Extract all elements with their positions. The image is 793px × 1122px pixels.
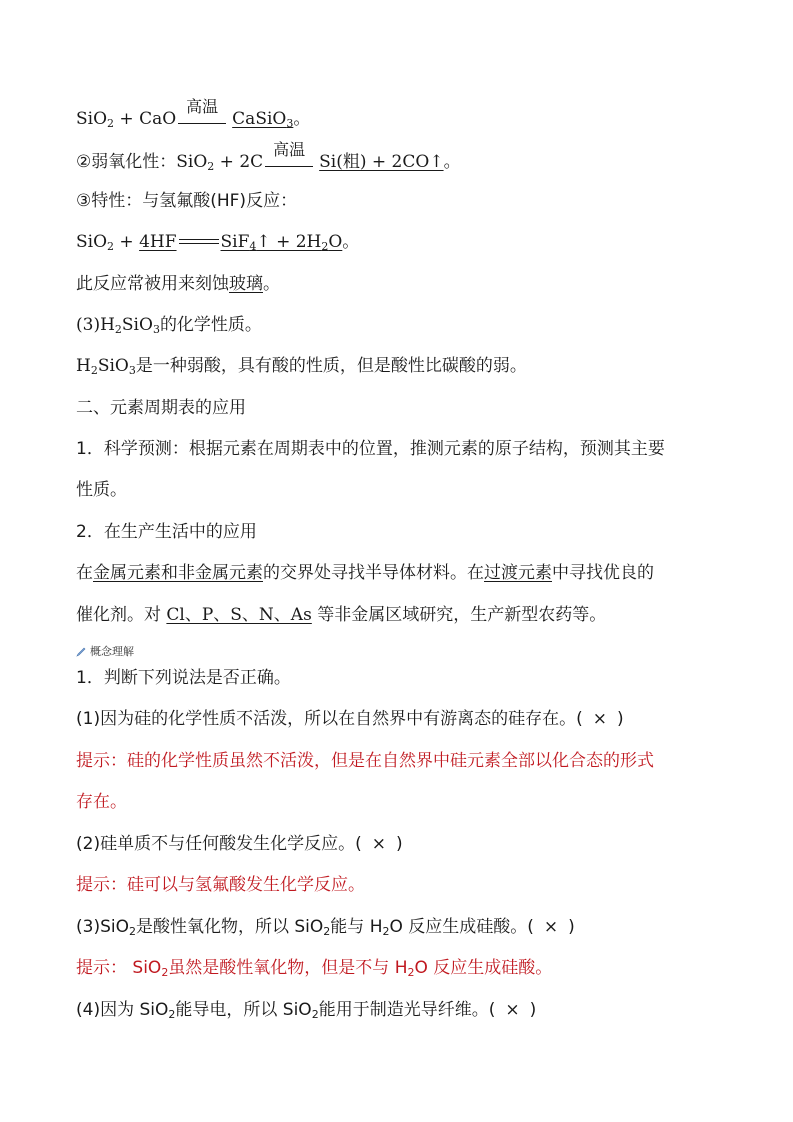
hint-1-line2: 存在。 bbox=[76, 792, 127, 812]
equation-hf bbox=[76, 231, 359, 253]
question-4: (4)因为 SiO$_2$能导电，所以 SiO$_2$能用于制造光导纤维。( × ) bbox=[76, 1000, 537, 1021]
formula-text: SiO bbox=[76, 232, 108, 252]
hint-1-line1: 提示：硅的化学性质虽然不活泼，但是在自然界中硅元素全部以化合态的形式 bbox=[76, 751, 654, 771]
hint-3: 提示： SiO$_2$虽然是酸性氧化物，但是不与 $H_2O$ 反应生成硅酸。 bbox=[76, 958, 553, 979]
underlined-reagent: 4HF bbox=[139, 232, 177, 252]
h2sio3-heading: $(3)H_2SiO_3$的化学性质。 bbox=[76, 315, 262, 336]
question-3: (3)SiO$_2$是酸性氧化物，所以 SiO$_2$能与 $H_2O$ 反应生成硅酸。( × ) bbox=[76, 917, 575, 938]
underlined-product: SiF$_4$↑ + $2H_2O$ bbox=[220, 232, 343, 253]
condition-label: 高温 bbox=[186, 97, 219, 116]
underlined-term: 金属元素和非金属元素 bbox=[93, 563, 263, 583]
item2-heading: 2．在生产生活中的应用 bbox=[76, 522, 257, 542]
double-equals bbox=[179, 239, 219, 247]
reaction-condition bbox=[265, 140, 313, 167]
answer-mark: × bbox=[371, 834, 386, 854]
period: 。 bbox=[342, 232, 360, 252]
application-line2: 催化剂。对 Cl、P、S、N、As 等非金属区域研究，生产新型农药等。 bbox=[76, 605, 607, 625]
period: 。 bbox=[443, 152, 461, 172]
h2sio3-description: $H_2SiO_3$是一种弱酸，具有酸的性质，但是酸性比碳酸的弱。 bbox=[76, 356, 527, 377]
subscript: 2 bbox=[107, 117, 115, 130]
equation-bar bbox=[265, 166, 313, 167]
formula-text: + bbox=[114, 232, 140, 252]
formula-text: SiO bbox=[176, 152, 208, 172]
underlined-term: 过渡元素 bbox=[484, 563, 552, 583]
question-intro: 1．判断下列说法是否正确。 bbox=[76, 668, 291, 688]
answer-mark: × bbox=[592, 709, 607, 729]
equation-bar bbox=[178, 123, 226, 124]
subscript: 2 bbox=[107, 240, 115, 253]
item1-line2: 性质。 bbox=[76, 480, 127, 500]
section-heading: 二、元素周期表的应用 bbox=[76, 398, 246, 418]
underlined-term: Cl、P、S、N、As bbox=[166, 605, 312, 625]
underlined-term: 玻璃 bbox=[229, 274, 263, 294]
answer-mark: × bbox=[543, 917, 559, 937]
question-2: (2)硅单质不与任何酸发生化学反应。( × ) bbox=[76, 834, 403, 854]
application-line1: 在金属元素和非金属元素的交界处寻找半导体材料。在过渡元素中寻找优良的 bbox=[76, 563, 654, 583]
concept-badge: 概念理解 bbox=[76, 641, 134, 663]
special-property-heading: ③特性：与氢氟酸(HF)反应： bbox=[76, 191, 298, 211]
subscript: 2 bbox=[207, 160, 215, 173]
underlined-product: CaSiO$_3$ bbox=[232, 109, 294, 130]
formula-text: + CaO bbox=[114, 109, 177, 129]
formula-text: SiO bbox=[76, 109, 108, 129]
etching-note: 此反应常被用来刻蚀玻璃。 bbox=[76, 274, 280, 294]
property-label: ②弱氧化性： bbox=[76, 152, 177, 172]
condition-label: 高温 bbox=[273, 140, 306, 159]
period: 。 bbox=[293, 109, 311, 129]
formula-text: + 2C bbox=[214, 152, 264, 172]
reaction-condition bbox=[178, 97, 226, 124]
hint-2: 提示：硅可以与氢氟酸发生化学反应。 bbox=[76, 875, 365, 895]
underlined-product: Si(粗) + 2CO↑ bbox=[319, 152, 444, 172]
equation-sio2-cao bbox=[76, 97, 311, 130]
question-1: (1)因为硅的化学性质不活泼，所以在自然界中有游离态的硅存在。( × ) bbox=[76, 709, 624, 729]
item1-line1: 1．科学预测：根据元素在周期表中的位置，推测元素的原子结构，预测其主要 bbox=[76, 439, 665, 459]
answer-mark: × bbox=[505, 1000, 520, 1020]
pen-icon bbox=[76, 647, 86, 657]
equation-weak-oxidation bbox=[76, 140, 461, 173]
